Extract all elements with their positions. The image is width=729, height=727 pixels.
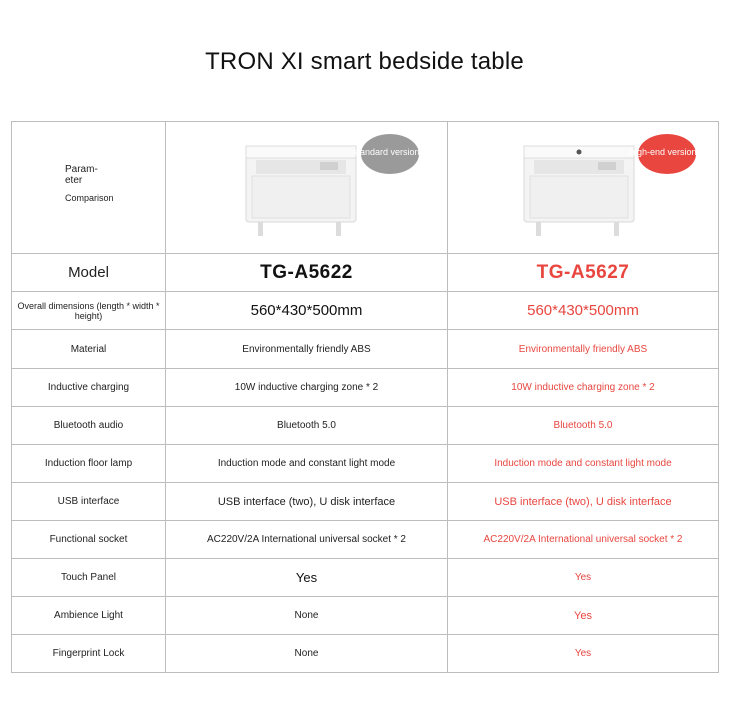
value-b: Yes [448, 597, 719, 635]
page-title: TRON XI smart bedside table [205, 48, 524, 75]
image-row [12, 122, 719, 254]
value-b: Environmentally friendly ABS [448, 330, 719, 369]
value-a: Bluetooth 5.0 [166, 407, 448, 445]
value-a: Yes [166, 559, 448, 597]
row-label: Model [12, 254, 166, 292]
value-a: USB interface (two), U disk interface [166, 483, 448, 521]
value-b: Induction mode and constant light mode [448, 445, 719, 483]
model-b-value: TG-A5627 [448, 254, 719, 292]
value-b: 10W inductive charging zone * 2 [448, 369, 719, 407]
row-label: USB interface [12, 483, 166, 521]
bedside-table-image [522, 138, 637, 238]
product-image-cell-a [166, 122, 448, 254]
table-row [12, 445, 719, 483]
table-row [12, 597, 719, 635]
row-label: Touch Panel [12, 559, 166, 597]
value-b: Yes [448, 559, 719, 597]
row-label: Bluetooth audio [12, 407, 166, 445]
table-row [12, 483, 719, 521]
table-row [12, 559, 719, 597]
value-a: None [166, 635, 448, 673]
row-label: Functional socket [12, 521, 166, 559]
comparison-table [11, 121, 719, 673]
table-row [12, 635, 719, 673]
product-image-cell-b [448, 122, 719, 254]
value-b: Yes [448, 635, 719, 673]
value-a: Induction mode and constant light mode [166, 445, 448, 483]
comparison-label: Comparison [65, 193, 114, 203]
table-row [12, 330, 719, 369]
row-label: Induction floor lamp [12, 445, 166, 483]
bedside-table-image [244, 138, 359, 238]
parameter-label: Param- eter [65, 164, 98, 186]
table-row [12, 407, 719, 445]
high-end-version-tag: high-end version [638, 134, 696, 174]
value-b: Bluetooth 5.0 [448, 407, 719, 445]
value-a: Environmentally friendly ABS [166, 330, 448, 369]
row-label: Fingerprint Lock [12, 635, 166, 673]
value-a: None [166, 597, 448, 635]
table-row [12, 254, 719, 292]
model-a-value: TG-A5622 [166, 254, 448, 292]
row-label: Material [12, 330, 166, 369]
row-label: Inductive charging [12, 369, 166, 407]
value-b: 560*430*500mm [448, 292, 719, 330]
standard-version-tag: standard version [361, 134, 419, 174]
value-a: 560*430*500mm [166, 292, 448, 330]
value-a: 10W inductive charging zone * 2 [166, 369, 448, 407]
value-a: AC220V/2A International universal socket * 2 [166, 521, 448, 559]
value-b: AC220V/2A International universal socket * 2 [448, 521, 719, 559]
table-row [12, 521, 719, 559]
row-label: Ambience Light [12, 597, 166, 635]
row-label: Overall dimensions (length * width * height) [12, 292, 166, 330]
parameter-comparison-cell [12, 122, 166, 254]
value-b: USB interface (two), U disk interface [448, 483, 719, 521]
table-row [12, 369, 719, 407]
table-row [12, 292, 719, 330]
